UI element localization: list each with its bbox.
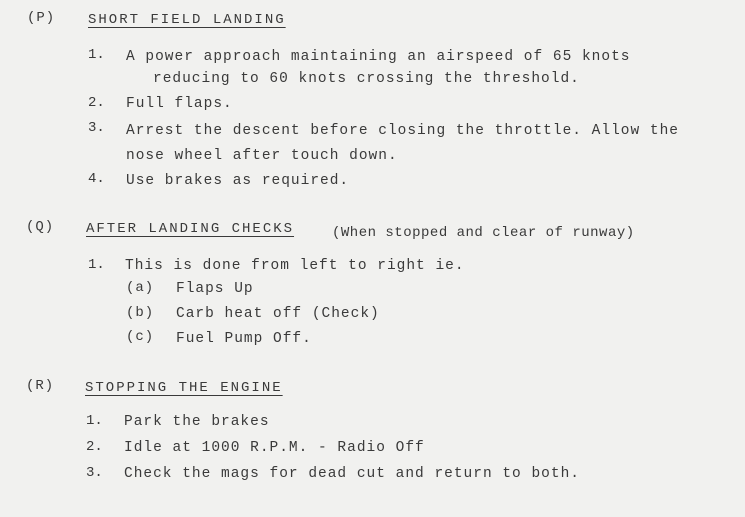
section-q-note: (When stopped and clear of runway) (332, 225, 635, 241)
section-r-item-2-line-1: Idle at 1000 R.P.M. - Radio Off (124, 440, 425, 456)
section-q-subitem-b-text: Carb heat off (Check) (176, 306, 380, 322)
section-q-subitem-a-label: (a) (126, 280, 155, 296)
section-r-item-2-number: 2. (86, 439, 103, 455)
section-r-item-3-number: 3. (86, 465, 103, 481)
section-p-item-4-line-1: Use brakes as required. (126, 173, 350, 189)
section-r-title: STOPPING THE ENGINE (85, 380, 283, 396)
section-q-subitem-c-text: Fuel Pump Off. (176, 331, 312, 347)
section-p-item-3-number: 3. (88, 120, 105, 136)
section-r-letter: (R) (26, 378, 55, 394)
section-p-item-1-line-1: A power approach maintaining an airspeed of 65 knots (126, 49, 631, 65)
section-p-item-1-line-2: reducing to 60 knots crossing the threshold. (153, 71, 580, 87)
section-p-item-1-number: 1. (88, 47, 105, 63)
section-p-item-2-line-1: Full flaps. (126, 96, 233, 112)
section-p-item-4-number: 4. (88, 171, 105, 187)
section-q-item-1-number: 1. (88, 257, 105, 273)
section-q-item-1-line-1: This is done from left to right ie. (125, 258, 465, 274)
section-q-title: AFTER LANDING CHECKS (86, 221, 295, 237)
section-q-subitem-c-label: (c) (126, 329, 155, 345)
section-p-item-2-number: 2. (88, 95, 105, 111)
section-p-title: SHORT FIELD LANDING (88, 12, 286, 28)
section-r-item-1-number: 1. (86, 413, 103, 429)
section-p-item-3-line-2: nose wheel after touch down. (126, 148, 398, 164)
section-p-letter: (P) (27, 10, 56, 26)
section-p-item-3-line-1: Arrest the descent before closing the throttle. Allow the (126, 123, 679, 139)
section-q-subitem-a-text: Flaps Up (176, 281, 254, 297)
section-q-subitem-b-label: (b) (126, 305, 155, 321)
section-q-letter: (Q) (26, 219, 55, 235)
section-r-item-3-line-1: Check the mags for dead cut and return to both. (124, 466, 580, 482)
section-r-item-1-line-1: Park the brakes (124, 414, 270, 430)
